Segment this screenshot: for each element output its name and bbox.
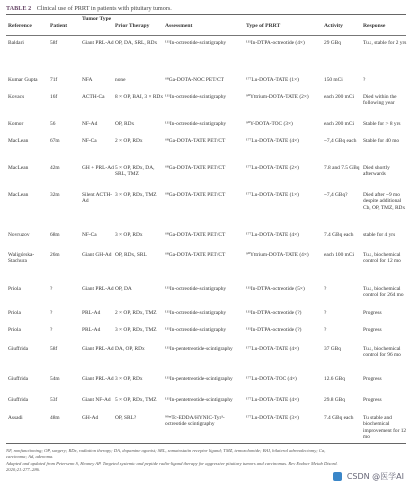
footnote-line: 2020;21:277–286.: [6, 467, 41, 472]
cell-response: Tu stable and biochemical improvement for 12 mo: [363, 415, 407, 441]
cell-activity: each 200 mCi: [324, 94, 354, 100]
cell-patient: 68m: [50, 232, 60, 238]
cell-reference: Giuffrida: [8, 397, 28, 403]
header-activity: Activity: [324, 23, 343, 29]
cell-response: Stable for 40 mo: [363, 138, 400, 144]
cell-activity: ?: [324, 310, 327, 316]
cell-patient: ?: [50, 327, 53, 333]
watermark: [333, 471, 404, 482]
cell-assessment: ¹¹¹In-octreotide-scintigraphy: [165, 286, 227, 292]
cell-reference: Assadi: [8, 415, 23, 421]
cell-prior-therapy: none: [115, 77, 126, 83]
cell-patient: 71f: [50, 77, 58, 83]
cell-type-of-prrt: ¹⁷⁷Lu-DOTA-TATE (1×): [246, 77, 299, 83]
cell-response: Died within the following year: [363, 94, 397, 107]
footnote-line: Adapted and updated from Petersenn S, Heaney AP. Targeted systemic and peptide radio-ligand therapy for aggressive pituitary tumors and carcinomas. Rev Endocr Metab Disord.: [6, 461, 338, 466]
cell-activity: 29.8 GBq: [324, 397, 345, 403]
cell-type-of-prrt: ⁹⁰Y-DOTA-TOC (3×): [246, 121, 293, 127]
cell-reference: Waligórska-Stachura: [8, 252, 35, 265]
cell-assessment: ¹¹¹In-pentetreotide-scintigraphy: [165, 376, 233, 382]
cell-response: Progress: [363, 376, 382, 382]
cell-tumor-type: GH + PRL-Ad: [82, 165, 114, 171]
cell-assessment: ⁶⁸Ga-DOTA-TATE PET/CT: [165, 252, 226, 258]
cell-response: Tu↓, biochemical control for 96 mo: [363, 346, 401, 359]
cell-prior-therapy: 2 × OP, RDx, TMZ: [115, 310, 157, 316]
cell-reference: MacLean: [8, 138, 29, 144]
header-reference: Reference: [8, 23, 32, 29]
cell-patient: 58f: [50, 40, 58, 46]
cell-tumor-type: NF-Ca: [82, 232, 97, 238]
cell-prior-therapy: 5 × OP, RDx, TMZ: [115, 397, 157, 403]
cell-patient: ?: [50, 286, 53, 292]
cell-type-of-prrt: ¹⁷⁷Lu-DOTA-TATE (4×): [246, 232, 299, 238]
cell-prior-therapy: 3 × OP, RDx, TMZ: [115, 327, 157, 333]
cell-reference: MacLean: [8, 165, 29, 171]
cell-patient: 16f: [50, 94, 58, 100]
cell-activity: ~7,4 GBq?: [324, 192, 348, 198]
table-bottom-rule: [6, 443, 406, 444]
cell-type-of-prrt: ¹⁷⁷Lu-DOTA-TATE (4×): [246, 346, 299, 352]
cell-prior-therapy: OP, RDx: [115, 121, 135, 127]
cell-assessment: ¹¹¹In-octreotide-scintigraphy: [165, 121, 227, 127]
header-tumor-type: Tumor Type: [82, 16, 112, 22]
cell-response: Stable for > 8 yrs: [363, 121, 401, 127]
watermark-text: CSDN @医学AI: [346, 472, 404, 481]
cell-activity: each 100 mCi: [324, 252, 354, 258]
cell-assessment: ¹¹¹In-pentetreotide-scintigraphy: [165, 397, 233, 403]
cell-tumor-type: Silent ACTH-Ad: [82, 192, 113, 205]
cell-prior-therapy: OP, SRL?: [115, 415, 137, 421]
cell-assessment: ⁹⁹ᵐTc-EDDA/HYNIC-Tyr³-octreotide scintigraphy: [165, 415, 225, 428]
cell-assessment: ¹¹¹In-octreotide-scintigraphy: [165, 40, 227, 46]
cell-prior-therapy: 3 × OP, RDx, TMZ: [115, 192, 157, 198]
cell-assessment: ¹¹¹In-pentetreotide-scintigraphy: [165, 346, 233, 352]
cell-patient: 56: [50, 121, 56, 127]
cell-response: Progress: [363, 310, 382, 316]
cell-tumor-type: PRL-Ad: [82, 310, 101, 316]
cell-reference: Kovacs: [8, 94, 25, 100]
cell-type-of-prrt: ¹⁷⁷Lu-DOTA-TATE (2×): [246, 165, 299, 171]
cell-assessment: ¹¹¹In-octreotide-scintigraphy: [165, 310, 227, 316]
cell-type-of-prrt: ¹⁷⁷Lu-DOTA-TATE (4×): [246, 397, 299, 403]
cell-response: Progress: [363, 397, 382, 403]
cell-type-of-prrt: ¹¹¹In-DTPA-octreotide (?): [246, 327, 302, 333]
cell-patient: 67m: [50, 138, 60, 144]
cell-prior-therapy: 3 × OP, RDx: [115, 232, 143, 238]
cell-response: Died after ~9 mo despite additional Cb, OP, TMZ, RDx: [363, 192, 406, 211]
cell-reference: Kumar Gupta: [8, 77, 38, 83]
cell-activity: 150 mCi: [324, 77, 343, 83]
cell-response: stable for 4 yrs: [363, 232, 396, 238]
cell-prior-therapy: 3 × OP, RDx: [115, 376, 143, 382]
cell-tumor-type: Giant GH-Ad: [82, 252, 112, 258]
cell-type-of-prrt: ⁹⁰Yttrium-DOTA-TATE (2×): [246, 94, 309, 100]
cell-reference: Giuffrida: [8, 346, 28, 352]
cell-tumor-type: NF-Ad: [82, 121, 98, 127]
header-patient: Patient: [50, 23, 68, 29]
cell-activity: 37 GBq: [324, 346, 341, 352]
cell-prior-therapy: OP, DA, SRL, RDx: [115, 40, 158, 46]
cell-prior-therapy: 2 × OP, RDx: [115, 138, 143, 144]
cell-type-of-prrt: ⁹⁰Yttrium-DOTA-TATE (4×): [246, 252, 309, 258]
cell-activity: each 200 mCi: [324, 121, 354, 127]
cell-assessment: ¹¹¹In-octreotide-scintigraphy: [165, 327, 227, 333]
cell-type-of-prrt: ¹⁷⁷Lu-DOTA-TATE (3×): [246, 415, 299, 421]
cell-patient: 58f: [50, 346, 58, 352]
header-type-of-prrt: Type of PRRT: [246, 23, 281, 29]
table-caption: [6, 5, 172, 12]
cell-response: Tu↓, stable for 2 yrs: [363, 40, 407, 46]
table-header-rule: [6, 35, 406, 36]
cell-tumor-type: NF-Ca: [82, 138, 97, 144]
table-number: TABLE 2: [6, 5, 32, 12]
cell-tumor-type: Giant PRL-Ad: [82, 286, 114, 292]
cell-patient: 26m: [50, 252, 60, 258]
cell-response: Tu↓, biochemical control for 12 mo: [363, 252, 401, 265]
cell-type-of-prrt: ¹⁷⁷Lu-DOTA-TOC (4×): [246, 376, 297, 382]
cell-type-of-prrt: ¹⁷⁷Lu-DOTA-TATE (4×): [246, 138, 299, 144]
cell-prior-therapy: 8 × OP, BAI, 3 × RDx: [115, 94, 164, 100]
cell-activity: ?: [324, 286, 327, 292]
cell-assessment: ⁶⁸Ga-DOTA-TATE PET/CT: [165, 192, 226, 198]
cell-response: ?: [363, 77, 366, 83]
cell-prior-therapy: OP, DA: [115, 286, 132, 292]
cell-patient: ?: [50, 310, 53, 316]
cell-tumor-type: Giant PRL-Ad: [82, 376, 114, 382]
cell-prior-therapy: 5 × OP, RDx, DA, SRL, TMZ: [115, 165, 155, 178]
cell-type-of-prrt: ¹¹¹In-DTPA-octreotide (5×): [246, 286, 305, 292]
footnote-line: NF, nonfunctioning; OP, surgery; RDx, radiation therapy; DA, dopamine agonist; SRL, somatostatin receptor ligand; TMZ, temozolomide; BAI, bilateral adrenalectomy; Ca,: [6, 448, 326, 453]
cell-response: Progress: [363, 327, 382, 333]
cell-patient: 32m: [50, 192, 60, 198]
cell-assessment: ⁶⁸Ga-DOTA-TATE PET/CT: [165, 232, 226, 238]
cell-tumor-type: ACTH-Ca: [82, 94, 105, 100]
header-response: Response: [363, 23, 386, 29]
footnote-line: carcinoma; Ad, adenoma.: [6, 454, 54, 459]
cell-activity: 7.8 and 7.5 GBq: [324, 165, 360, 171]
header-prior-therapy: Prior Therapy: [115, 23, 150, 29]
cell-patient: 53f: [50, 397, 58, 403]
cell-tumor-type: NFA: [82, 77, 93, 83]
cell-tumor-type: GH-Ad: [82, 415, 99, 421]
cell-type-of-prrt: ¹¹¹In-DTPA-octreotide (?): [246, 310, 302, 316]
cell-type-of-prrt: ¹¹¹In-DTPA-octreotide (4×): [246, 40, 305, 46]
cell-tumor-type: Giant NF-Ad: [82, 397, 111, 403]
cell-reference: Priola: [8, 327, 21, 333]
cell-patient: 54m: [50, 376, 60, 382]
cell-tumor-type: Giant PRL-Ad: [82, 40, 114, 46]
header-assessment: Assessment: [165, 23, 193, 29]
table-title: Clinical use of PRRT in patients with pituitary tumors.: [36, 5, 172, 12]
cell-assessment: ⁶⁸Ga-DOTA-TATE PET/CT: [165, 165, 226, 171]
cell-assessment: ⁶⁸Ga-DOTA-TATE PET/CT: [165, 138, 226, 144]
cell-activity: ~7,4 GBq each: [324, 138, 357, 144]
cell-prior-therapy: DA, OP, RDx: [115, 346, 145, 352]
cell-type-of-prrt: ¹⁷⁷Lu-DOTA-TATE (1×): [246, 192, 299, 198]
cell-response: Tu↓, biochemical control for 264 mo: [363, 286, 404, 299]
cell-activity: 29 GBq: [324, 40, 341, 46]
cell-patient: 42m: [50, 165, 60, 171]
cell-tumor-type: Giant PRL-Ad: [82, 346, 114, 352]
cell-reference: Komor: [8, 121, 24, 127]
cell-activity: ?: [324, 327, 327, 333]
cell-reference: Baldari: [8, 40, 24, 46]
table-top-rule: [6, 14, 406, 15]
cell-reference: Giuffrida: [8, 376, 28, 382]
cell-activity: 7.4 GBq each: [324, 415, 354, 421]
cell-assessment: ¹¹¹In-octreotide-scintigraphy: [165, 94, 227, 100]
cell-prior-therapy: OP, RDx, SRL: [115, 252, 147, 258]
cell-assessment: ⁶⁸Ga-DOTA-NOC PET/CT: [165, 77, 224, 83]
cell-reference: MacLean: [8, 192, 29, 198]
cell-reference: Novruzov: [8, 232, 30, 238]
cell-tumor-type: PRL-Ad: [82, 327, 101, 333]
csdn-logo-icon: [333, 472, 342, 481]
cell-activity: 7.4 GBq each: [324, 232, 354, 238]
cell-patient: 48m: [50, 415, 60, 421]
cell-response: Died shortly afterwards: [363, 165, 390, 178]
cell-reference: Priola: [8, 310, 21, 316]
cell-reference: Priola: [8, 286, 21, 292]
cell-activity: 12.6 GBq: [324, 376, 345, 382]
